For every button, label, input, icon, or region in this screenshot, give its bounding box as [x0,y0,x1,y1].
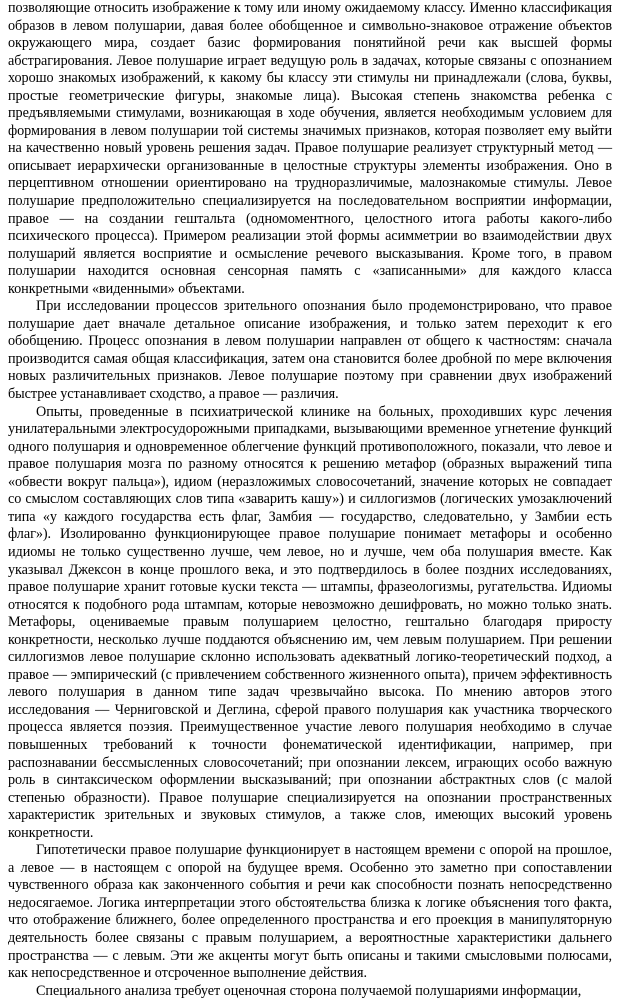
paragraph-4: Гипотетически правое полушарие функционирует в настоящем времени с опорой на прошлое, а левое — в настоящем с опорой на будущее время. Особенно это заметно при сопоставлении чувственного образа как законченного события и речи как способности познать непосредственно недосягаемое. Логика интерпретации этого обстоятельства близка к логике объяснения того факта, что отображение ближнего, более определенного пространства и его проекция в манипуляторную деятельность более связаны с правым полушарием, а вероятностные характеристики дальнего пространства — с левым. Эти же акценты могут быть описаны и такими смысловыми полюсами, как непосредственное и отсроченное выполнение действия. [8,842,612,982]
paragraph-1: позволяющие относить изображение к тому или иному ожидаемому классу. Именно классификация образов в левом полушарии, давая более обобщенное и символьно-знаковое отражение объектов окружающего мира, создает базис формирования понятийной речи как высшей формы абстрагирования. Левое полушарие играет ведущую роль в задачах, которые связаны с опознанием хорошо знакомых изображений, к какому бы классу эти стимулы ни принадлежали (слова, буквы, простые геометрические фигуры, знакомые лица). Высокая степень знакомства ребенка с предъявляемыми стимулами, возникающая в ходе обучения, является необходимым условием для формирования в левом полушарии той системы значимых признаков, которая позволяет ему выйти на качественно новый уровень решения задач. Правое полушарие реализует структурный метод — описывает иерархически организованные в целостные структуры элементы изображения. Оно в перцептивном отношении ориентировано на трудноразличимые, малознакомые стимулы. Левое полушарие предположительно специализируется на последовательном восприятии информации, правое — на создании гештальта (одномоментного, целостного итога работы какого-либо психического процесса). Примером реализации этой формы асимметрии во взаимодействии двух полушарий является восприятие и осмысление речевого высказывания. Кроме того, в правом полушарии находится основная сенсорная память с «записанными» для каждого класса конкретными «виденными» объектами. [8,0,612,297]
paragraph-3: Опыты, проведенные в психиатрической клинике на больных, проходивших курс лечения унилатеральными электросудорожными припадками, вызывающими временное угнетение функций одного полушария и одновременное облегчение функций противоположного, показали, что левое и правое полушария мозга по разному относятся к решению метафор (образных выражений типа «обвести вокруг пальца»), идиом (неразложимых словосочетаний, значение которых не совпадает со смыслом составляющих слов типа «заварить кашу») и силлогизмов (логических умозаключений типа «у каждого государства есть флаг, Замбия — государство, следовательно, у Замбии есть флаг»). Изолированно функционирующее правое полушарие понимает метафоры и особенно идиомы не только существенно лучше, чем левое, но и лучше, чем оба полушария вместе. Как указывал Джексон в конце прошлого века, и это подтвердилось в более поздних исследованиях, правое полушарие хранит готовые куски текста — штампы, фразеологизмы, ругательства. Идиомы относятся к подобного рода штампам, которые невозможно дешифровать, но можно только знать. Метафоры, оцениваемые правым полушарием целостно, гештально благодаря приросту конкретности, несколько лучше поддаются объяснению им, чем левым полушарием. При решении силлогизмов левое полушарие склонно использовать адекватный логико-теоретический подход, а правое — эмпирический (с привлечением собственного жизненного опыта), причем эффективность левого полушария в данном типе задач чрезвычайно высока. По мнению авторов этого исследования — Черниговской и Деглина, сферой правого полушария как участника творческого процесса является поэзия. Преимущественное участие левого полушария необходимо в случае повышенных требований к точности фонематической идентификации, например, при распознавании бессмысленных словосочетаний; при опознании лексем, играющих особо важную роль в синтаксическом оформлении высказываний; при опознании абстрактных слов (с малой степенью образности). Правое полушарие специализируется на опознании пространственных характеристик зрительных и звуковых стимулов, а также слов, имеющих высокий уровень конкретности. [8,403,612,841]
body-text-column [8,0,612,1000]
paragraph-5: Специального анализа требует оценочная сторона получаемой полушариями информации, [36,982,582,999]
paragraph-2: При исследовании процессов зрительного опознания было продемонстрировано, что правое полушарие дает вначале детальное описание изображения, и только затем переходит к его обобщению. Процесс опознания в левом полушарии направлен от общего к частностям: сначала производится самая общая классификация, затем она становится более дробной по мере включения новых различительных признаков. Левое полушарие поэтому при сравнении двух изображений быстрее устанавливает сходство, а правое — различия. [8,298,612,403]
